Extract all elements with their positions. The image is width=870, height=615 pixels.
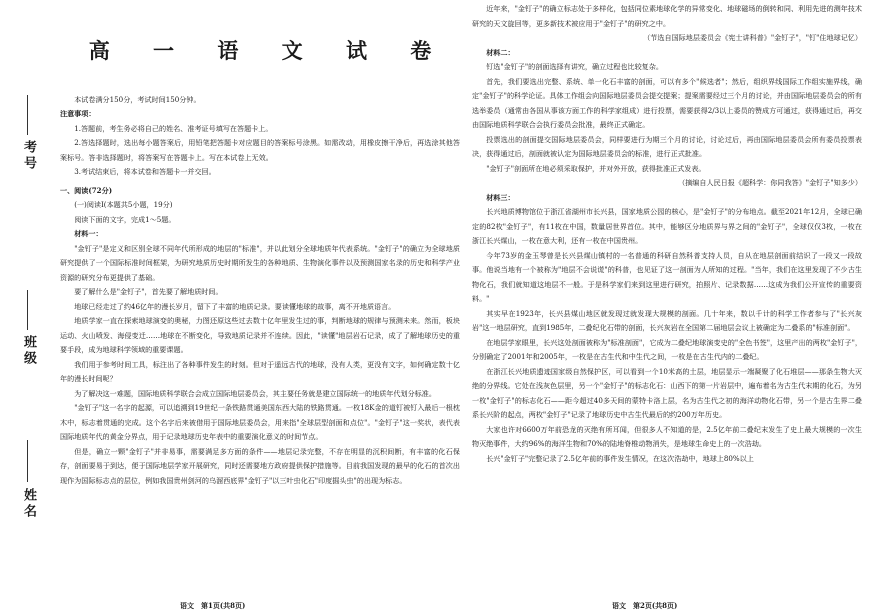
paragraph: 今年73岁的金玉琴曾是长兴县煤山镇村的一名普通的科研自然科普支持人员，自从在地层剖面前结识了一段又一段故事。他说当地有一个被称为"地层不会说谎"的科普，也见证了这一剖面为人所知的过程。"当年，我们在这里发现了不少古生物化石，我们就知道这地层不一般。于是科学家们来到这里进行研究，拍照片、记录数据……这成为我们公开宣传的重要资料。" bbox=[472, 250, 862, 303]
source-note: （节选自国际地层委员会《宪士讲科普》"金钉子"，"钉"住地球记忆） bbox=[643, 33, 862, 42]
name-line bbox=[27, 440, 28, 482]
source-note: （摘编自人民日报《超科学：你同我答》"金钉子"知多少） bbox=[678, 178, 862, 187]
page-title: 高 一 语 文 试 卷 bbox=[88, 38, 450, 63]
paragraph: 钉选"金钉子"的剖面选择有讲究，确立过程也比较复杂。 bbox=[486, 62, 663, 71]
class-label: 班级 bbox=[21, 335, 36, 367]
paragraph: 长兴地质博物馆位于浙江省湖州市长兴县，国家地质公园的核心，是"金钉子"的分布地点。截至2021年12月，全球已确定的82枚"金钉子"，有11枚在中国，数量居世界首位。其中，能够区分地质界与界之间的"金钉子"，全球仅仅3枚，一枚在浙江长兴煤山，一枚在意大利，还有一枚在中国贵州。 bbox=[472, 207, 862, 245]
paragraph: 地质学家一直在探索地球演变的奥秘，力图还原这些过去数十亿年里发生过的事，判断地球的规律与预测未来。然而，板块运动、火山喷发、海侵变迁……地球在不断变化，导致地质记录并不连续。因此，"读懂"地层岩石记录，成了了解地球历史的重要手段，成为地球科学领域的重要课题。 bbox=[60, 316, 460, 354]
paragraph: 地球已经走过了约46亿年的漫长岁月，留下了丰富的地质记录。要读懂地球的故事，离不开地质语言。 bbox=[74, 301, 396, 311]
paragraph: "金钉子"这一名字的起源，可以追溯到19世纪一条铁路贯通美国东西大陆的铁路贯通。一枚18K金的道钉被钉入最后一根枕木中，标志着贯通的完成。这个名字后来被借用于国际地层委员会，用来指"全球层型剖面和点位"。"金钉子"这一奖状，表代表国际地质年代的黄金分界点，用于记录地球历史年表中的重要演化意义的时间节点。 bbox=[60, 403, 460, 441]
page-footer-right: 语文 第2页(共8页) bbox=[612, 601, 678, 610]
intro-text: 本试卷满分150分，考试时间150分钟。 bbox=[74, 94, 201, 104]
material-1-label: 材料一： bbox=[74, 229, 103, 238]
paragraph: "金钉子"剖面所在地必须采取保护，并对外开放，获得批准正式发表。 bbox=[486, 163, 706, 173]
paragraph: 为了解决这一难题，国际地质科学联合会成立国际地层委员会，其主要任务就是建立国际统一的地质年代划分标准。 bbox=[74, 388, 436, 398]
material-2-label: 材料二： bbox=[486, 47, 515, 57]
left-column bbox=[60, 0, 460, 615]
material-3-label: 材料三： bbox=[486, 192, 515, 202]
subsection-heading: (一)阅读Ⅰ(本题共5小题，19分) bbox=[74, 200, 173, 209]
paragraph: 大家也许对6600万年前恐龙的灭绝有所耳闻，但很多人不知道的是，2.5亿年前二叠纪末发生了史上最大规模的一次生物灭绝事件，大约96%的海洋生物和70%的陆地脊椎动物消失，是地球生命史上的一次浩劫。 bbox=[472, 424, 862, 448]
paragraph: 其实早在1923年，长兴县煤山地区就发现过就发现大规模的剖面。几十年来，数以千计的科学工作者参与了"长兴灰岩"这一地层研究，直到1985年，二叠纪化石带的剖面，长兴灰岩在全国第二届地层会议上被确定为二叠系的"标准剖面"。 bbox=[472, 308, 862, 332]
exam-number-label: 考号 bbox=[21, 140, 36, 172]
paragraph: 近年来，"金钉子"的确立标志处于多样化，包括同位素地球化学的异常变化、地球磁场的倒转和同、利用先进的测年技术研究的天文旋回等，更多新技术被应用于"金钉子"的研究之中。 bbox=[472, 4, 862, 28]
paragraph: 在浙江长兴地质遗迹国家级自然保护区，可以看到一个10米高的土层，地层显示一端凝聚了化石堆层——那条生物大灭绝的分界线。它处在浅灰色层里，另一个"金钉子"的标志化石：山西下的第一片岩层中，遍布着名为古生代末期的化石，为另一枚"金钉子"的标志化石——距今超过40多天间的蒙特卡洛上层，名为古生代之初的海洋动物化石带，另一个是古生界二叠系长兴阶的起点，两枚"金钉子"记录了地球历史中古生代最后的约200万年历史。 bbox=[472, 366, 862, 419]
notice-item: 2.答选择题时，选出每小题答案后，用铅笔把答题卡对应题目的答案标号涂黑。如需改动，用橡皮擦干净后，再选涂其他答案标号。答非选择题时，将答案写在答题卡上。写在本试卷上无效。 bbox=[60, 138, 460, 162]
section-heading: 一、阅读(72分) bbox=[60, 185, 113, 195]
name-label: 姓名 bbox=[21, 488, 36, 520]
paragraph: 长兴"金钉子"完整记录了2.5亿年前的事件发生情况，在这次浩劫中，地球上80%以上 bbox=[486, 453, 754, 463]
paragraph: "金钉子"是定义和区别全球不同年代所形成的地层的"标准"，并以此划分全球地质年代表系统。"金钉子"的确立为全球地质研究提供了一个国际标准时间框架，为研究地质历史时期所发生的各种地质、生物演化事件以及预测国家名录的历史和科学产业资源的研究分布更提供了基础。 bbox=[60, 243, 460, 282]
paragraph: 首先，我们要选出完整、系统、单一化石丰富的剖面，可以有多个"候选者"；然后，组织界线国际工作组实施界线，确定"金钉子"的科学论证。具体工作组会向国际地层委员会提交提案；提案需要经过三个月的讨论，并由国际地层委员会的所有选举委员（通常由各国从事该方面工作的科学家组成）进行投票，需要获得2/3以上委员的赞成方可通过，获得通过后，再交由国际地质科学联合会执行委员会批准，最终正式确定。 bbox=[472, 76, 862, 129]
notice-item: 1.答题前，考生务必将自己的姓名、准考证号填写在答题卡上。 bbox=[74, 123, 273, 133]
paragraph: 但是，确立一颗"金钉子"并非易事，需要满足多方面的条件——地层记录完整，不存在明显的沉积间断，有丰富的化石保存，剖面要易于到达，便于国际地层学家开展研究，同时还需要地方政府提供保护措施等。目前我国发现的最早的化石的首次出现作为国际标志点的层位，例如我国贵州剑河的乌溜西底界"金钉子"以三叶虫化石"印度掘头虫"的出现为标志。 bbox=[60, 446, 460, 485]
paragraph: 我们用于参考时间工具，标注出了各种事件发生的时刻。但对于遥远古代的地球，没有人类，更没有文字，如何确定数十亿年的漫长时间呢？ bbox=[60, 359, 460, 383]
paragraph: 在地层学家眼里，长兴这处剖面被称为"标准剖面"，它成为二叠纪地球演变史的"全色书签"，这里产出的两枚"金钉子"，分别确定了2001年和2005年，一枚是在古生代和中生代之间，一枚是在古生代内的二叠纪。 bbox=[472, 337, 862, 361]
notice-title: 注意事项： bbox=[60, 109, 96, 118]
paragraph: 投票选出的剖面提交国际地层委员会，同样要进行为期三个月的讨论，讨论过后，再由国际地层委员会所有委员投票表决，获得通过后，剖面就被认定为国际地层委员会的标准，进行正式批准。 bbox=[472, 134, 862, 158]
right-column bbox=[472, 0, 862, 615]
instruction-text: 阅读下面的文字，完成1～5题。 bbox=[74, 214, 176, 224]
paragraph: 要了解什么是"金钉子"，首先要了解地质时间。 bbox=[74, 287, 223, 296]
page-footer-left: 语文 第1页(共8页) bbox=[180, 601, 246, 610]
binding-margin bbox=[0, 0, 50, 615]
notice-item: 3.考试结束后，将本试卷和答题卡一并交回。 bbox=[74, 167, 216, 176]
class-line bbox=[27, 290, 28, 330]
exam-number-line bbox=[27, 95, 28, 135]
